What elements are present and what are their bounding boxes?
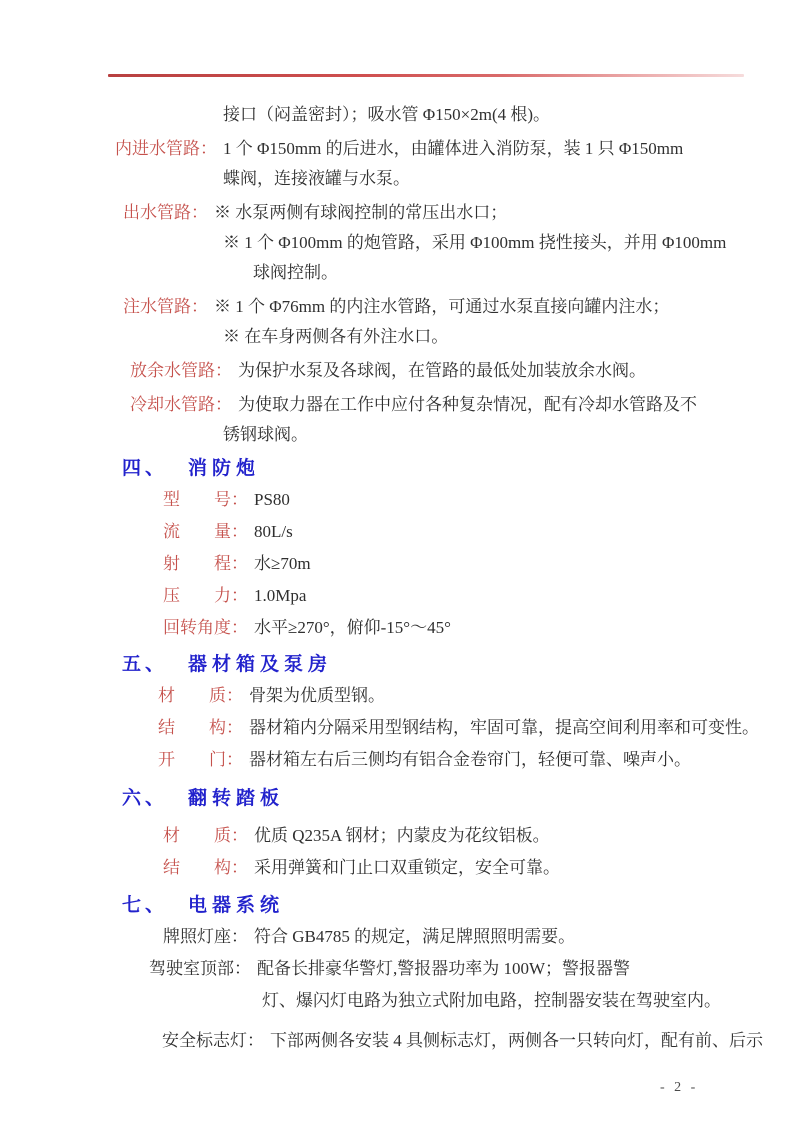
paragraph-outlet — [0, 198, 800, 288]
spec-value: 配备长排豪华警灯,警报器功率为 100W；警报器警 — [257, 959, 631, 978]
field-label: 放余水管路： — [130, 361, 232, 380]
spec-value: 80L/s — [254, 522, 293, 541]
spec-row — [0, 680, 800, 712]
field-text: ※ 1 个 Φ76mm 的内注水管路，可通过水泵直接向罐内注水； — [214, 297, 670, 316]
text-line: 接口（闷盖密封）；吸水管 Φ150×2m(4 根)。 — [223, 105, 551, 124]
spec-value: 骨架为优质型钢。 — [249, 686, 385, 705]
section-title: 翻转踏板 — [188, 788, 285, 809]
text-line: ※ 在车身两侧各有外注水口。 — [223, 327, 449, 346]
spec-value: 器材箱内分隔采用型钢结构，牢固可靠，提高空间利用率和可变性。 — [249, 718, 759, 737]
spec-row — [0, 612, 800, 644]
spec-label: 流 量： — [163, 522, 248, 541]
spec-label: 材 质： — [158, 686, 243, 705]
field-label: 注水管路： — [123, 297, 208, 316]
section-title: 电器系统 — [188, 895, 285, 916]
field-text: 为使取力器在工作中应付各种复杂情况，配有冷却水管路及不 — [238, 395, 697, 414]
field-text: 1 个 Φ150mm 的后进水，由罐体进入消防泵，装 1 只 Φ150mm — [223, 139, 684, 158]
spec-value: 1.0Mpa — [254, 586, 307, 605]
field-text: 为保护水泵及各球阀，在管路的最低处加装放余水阀。 — [238, 361, 646, 380]
text-line — [0, 390, 800, 420]
section-number: 六、 — [122, 788, 169, 809]
paragraph-inner-inlet — [0, 134, 800, 194]
section-heading-electrical — [0, 891, 800, 921]
page-number: - 2 - — [660, 1080, 699, 1095]
paragraph-residual-drain — [0, 356, 800, 386]
field-label: 冷却水管路： — [130, 395, 232, 414]
field-label: 出水管路： — [123, 203, 208, 222]
spec-row — [0, 953, 800, 985]
paragraph-cooling — [0, 390, 800, 450]
spec-label: 压 力： — [163, 586, 248, 605]
field-text: ※ 水泵两侧有球阀控制的常压出水口； — [214, 203, 508, 222]
paragraph-suction — [0, 100, 800, 130]
spec-label: 驾驶室顶部： — [149, 959, 251, 978]
spec-label: 材 质： — [163, 826, 248, 845]
spec-value: 水平≥270°，俯仰-15°～45° — [254, 618, 451, 637]
text-line — [0, 134, 800, 164]
section-heading-flip-step — [0, 784, 800, 814]
spec-row — [0, 820, 800, 852]
text-line: 灯、爆闪灯电路为独立式附加电路，控制器安装在驾驶室内。 — [262, 991, 721, 1010]
section-title: 器材箱及泵房 — [188, 654, 333, 675]
spec-label: 结 构： — [158, 718, 243, 737]
spec-row — [0, 516, 800, 548]
header-rule — [108, 74, 744, 77]
document-content — [0, 100, 800, 1057]
field-label: 内进水管路： — [115, 139, 217, 158]
spec-value: 水≥70m — [254, 554, 311, 573]
spec-value: 下部两侧各安装 4 具侧标志灯，两侧各一只转向灯，配有前、后示 — [270, 1031, 763, 1050]
spec-label: 回转角度： — [163, 618, 248, 637]
spec-label: 开 门： — [158, 750, 243, 769]
section-number: 五、 — [122, 654, 169, 675]
spec-row — [0, 484, 800, 516]
paragraph-filling — [0, 292, 800, 352]
spec-value: 符合 GB4785 的规定，满足牌照照明需要。 — [254, 927, 576, 946]
spec-row — [0, 712, 800, 744]
spec-row — [0, 852, 800, 884]
text-line — [0, 356, 800, 386]
spec-row — [0, 744, 800, 776]
spec-row — [0, 548, 800, 580]
spec-row — [0, 580, 800, 612]
text-line — [0, 292, 800, 322]
text-line: 锈钢球阀。 — [223, 425, 308, 444]
spec-label: 牌照灯座： — [163, 927, 248, 946]
text-line: 球阀控制。 — [253, 263, 338, 282]
spec-label: 型 号： — [163, 490, 248, 509]
section-number: 七、 — [122, 895, 169, 916]
spec-row — [0, 1025, 800, 1057]
text-line: ※ 1 个 Φ100mm 的炮管路，采用 Φ100mm 挠性接头，并用 Φ100mm — [223, 233, 727, 252]
section-number: 四、 — [122, 458, 169, 479]
section-heading-equipment-box — [0, 650, 800, 680]
text-line — [0, 198, 800, 228]
spec-value: PS80 — [254, 490, 290, 509]
section-heading-fire-monitor — [0, 454, 800, 484]
text-line: 蝶阀，连接液罐与水泵。 — [223, 169, 410, 188]
spec-value: 采用弹簧和门止口双重锁定，安全可靠。 — [254, 858, 560, 877]
spec-value: 器材箱左右后三侧均有铝合金卷帘门，轻便可靠、噪声小。 — [249, 750, 691, 769]
spec-label: 射 程： — [163, 554, 248, 573]
spec-value: 优质 Q235A 钢材；内蒙皮为花纹铝板。 — [254, 826, 550, 845]
spec-row — [0, 921, 800, 953]
section-title: 消防炮 — [188, 458, 261, 479]
spec-label: 结 构： — [163, 858, 248, 877]
spec-label: 安全标志灯： — [162, 1031, 264, 1050]
